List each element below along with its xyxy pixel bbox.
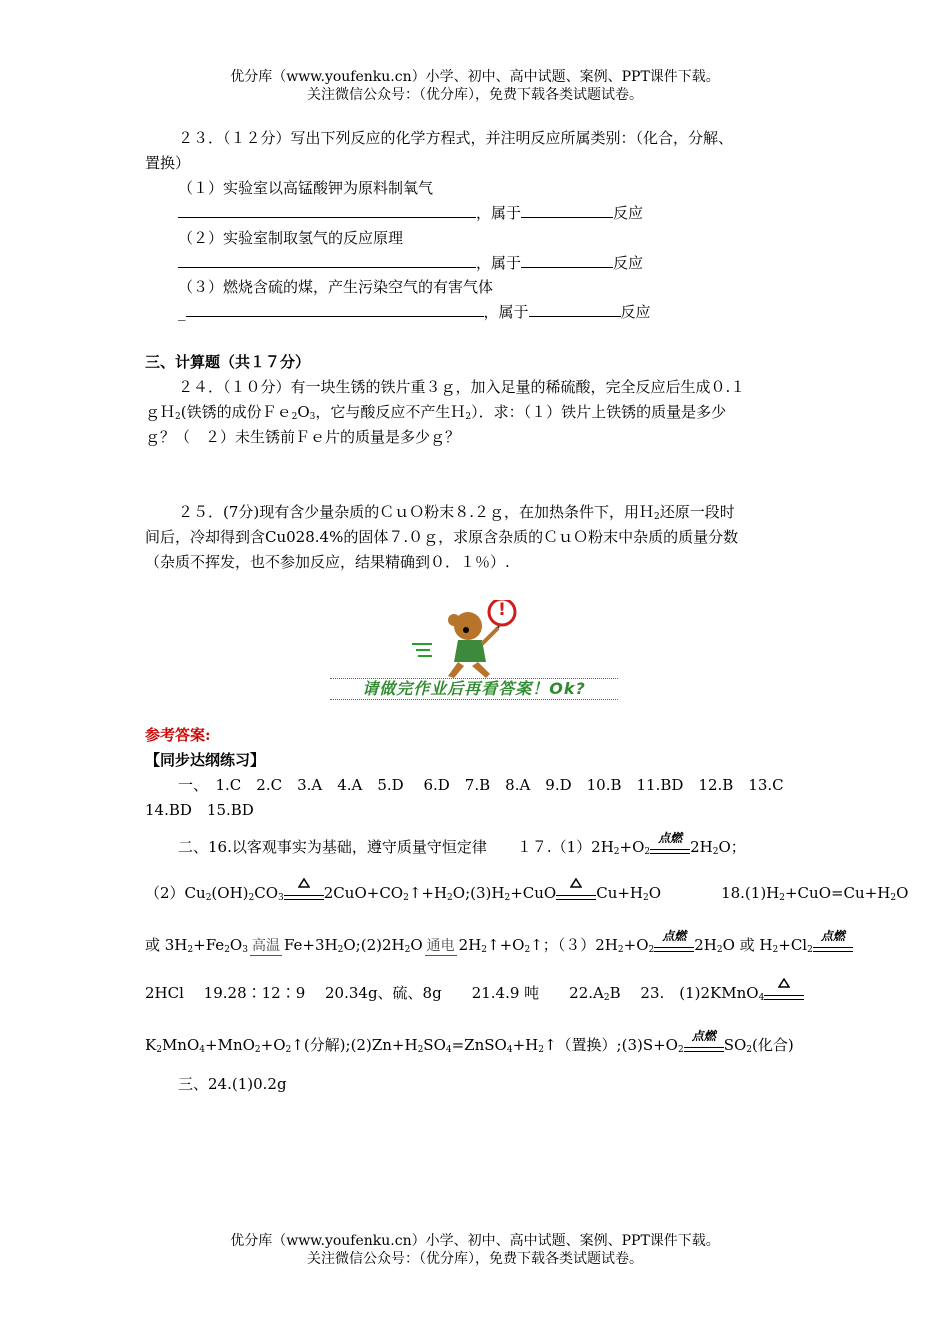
answers-line-23b: $K_2MnO_4+MnO_2+O_2↑$(分解)$;(2)Zn+H_2SO_4=ZnSO_4+H_2↑$（置换）$;(3)S+O_2$ 点燃 $SO_2$(化合) (145, 1029, 794, 1055)
q23-part1: （１）实验室以高锰酸钾为原料制氧气 (178, 179, 434, 197)
answers-mc-line1: 一、 1.C 2.C 3.A 4.A 5.D 6.D 7.B 8.A 9.D 10.B 11.BD 12.B 13.C (178, 776, 784, 794)
answer-blank[interactable] (178, 253, 476, 268)
answers-title: 参考答案: (145, 726, 211, 744)
q23-part2: （２）实验室制取氢气的反应原理 (178, 229, 404, 247)
banner-text: 请做完作业后再看答案！Ok? (330, 678, 618, 700)
page-footer-line1: 优分库（www.youfenku.cn）小学、初中、高中试题、案例、PPT课件下载。 (230, 1233, 720, 1249)
condition-heat (764, 982, 804, 1002)
condition-electrolysis: 通电 (426, 938, 455, 954)
reminder-banner (326, 600, 622, 700)
condition-ignite: 点燃 (684, 1034, 724, 1054)
answers-mc-line2: 14.BD 15.BD (145, 801, 254, 819)
section3-title: 三、计算题（共１７分） (145, 353, 311, 371)
q23-stem-line2: 置换） (145, 154, 191, 172)
answer-blank[interactable] (186, 302, 484, 317)
condition-heat (556, 882, 596, 902)
page-header-line1: 优分库（www.youfenku.cn）小学、初中、高中试题、案例、PPT课件下载。 (230, 69, 720, 85)
condition-ignite: 点燃 (813, 934, 853, 954)
q23-part3: （３）燃烧含硫的煤，产生污染空气的有害气体 (178, 278, 494, 296)
answers-line-24: 三、24.(1)0.2g (178, 1075, 287, 1093)
q24-line1: ２４．（１０分）有一块生锈的铁片重３ｇ，加入足量的稀硫酸，完全反应后生成０.１ (178, 378, 746, 396)
q23-part2-answer-line: ，属于 反应 (178, 253, 643, 273)
exclamation-icon: ! (498, 600, 506, 620)
type-blank[interactable] (521, 203, 613, 218)
type-blank[interactable] (521, 253, 613, 268)
q23-stem-line1: ２３．（１２分）写出下列反应的化学方程式，并注明反应所属类别：（化合，分解、 (178, 129, 734, 147)
type-blank[interactable] (529, 302, 621, 317)
q25-line2: 间后，冷却得到含Cu028.4%的固体７.０ｇ，求原含杂质的ＣｕＯ粉末中杂质的质量分数 (145, 528, 739, 546)
answers-subtitle: 【同步达纲练习】 (145, 751, 266, 769)
condition-heat (284, 882, 324, 902)
answer-blank[interactable] (178, 203, 476, 218)
page-footer-line2: 关注微信公众号：（优分库），免费下载各类试题试卷。 (307, 1251, 643, 1267)
condition-ignite: 点燃 (650, 836, 690, 856)
answers-line-17b-18: $(2)Cu_2(OH)_2CO_3$ $2CuO+CO_2↑+H_2O;(3)H_2+CuO$ $Cu+H_2O$ $18.(1)H_2+CuO=Cu+H_2O$ (145, 882, 908, 903)
page-header-line2: 关注微信公众号：（优分库），免费下载各类试题试卷。 (307, 87, 643, 103)
q24-line2: ｇＨ$_2$(铁锈的成份$Fe_2O_3$，它与酸反应不产生Ｈ$_2$）．求：（１）铁片上铁锈的质量是多少 (145, 403, 727, 422)
condition-high-temp: 高温 (251, 938, 280, 954)
q23-part1-answer-line: ，属于 反应 (178, 203, 643, 223)
answers-line-19-23: 2HCl 19.28∶12∶9 20.34g、硫、8g 21.4.9 吨 $22.A_2B$ 23. (1)2KMnO$_4$ (145, 982, 804, 1003)
condition-ignite: 点燃 (654, 934, 694, 954)
q25-line3: （杂质不挥发，也不参加反应，结果精确到０．１％）. (145, 553, 510, 571)
answers-line-16-17: 二、16.以客观事实为基础，遵守质量守恒定律 $17.(1)2H_2+O_2$ 点燃 $2H_2O$； (178, 831, 746, 857)
q25-line1: ２５．(7分)现有含少量杂质的ＣｕＯ粉末８.２ｇ，在加热条件下，用Ｈ$_2$还原一段时 (178, 503, 735, 522)
q23-part3-answer-line: _ ，属于 反应 (178, 303, 651, 321)
answers-line-18b: 或 $3H_2+Fe_2O_3$ 高温 $Fe+3H_2O;(2)2H_2O$ 通电 $2H_2↑+O_2↑$；$(3)2H_2+O_2$ 点燃 $2H_2O$ 或 $H_2+Cl_2$ 点燃 (145, 934, 853, 956)
q24-line3: ｇ？（ ２）未生锈前Ｆｅ片的质量是多少ｇ？ (145, 428, 461, 446)
